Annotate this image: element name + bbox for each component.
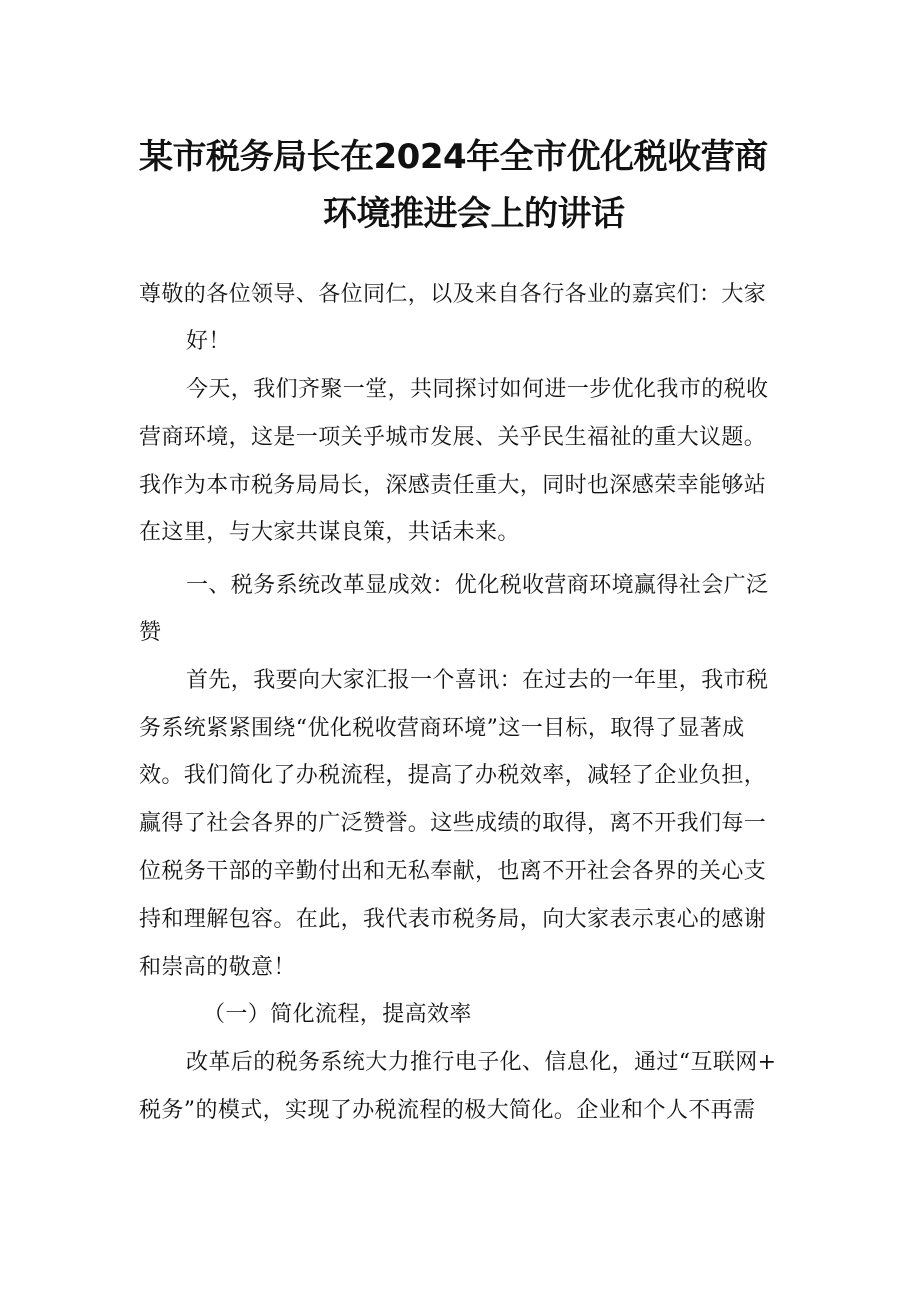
text-line: 持和理解包容。在此，我代表市税务局，向大家表示衷心的感谢: [139, 907, 767, 932]
text-line: 赢得了社会各界的广泛赞誉。这些成绩的取得，离不开我们每一: [139, 811, 767, 836]
text-line: 好！: [186, 329, 231, 354]
text-line: 效。我们简化了办税流程，提高了办税效率，减轻了企业负担，: [139, 763, 767, 788]
text-line: 营商环境，这是一项关乎城市发展、关乎民生福祉的重大议题。: [139, 425, 767, 450]
text-line: 改革后的税务系统大力推行电子化、信息化，通过“互联网+: [186, 1050, 777, 1075]
section-heading-continued: 赞: [139, 620, 162, 645]
text-line: 尊敬的各位领导、各位同仁，以及来自各行各业的嘉宾们：大家: [139, 282, 767, 307]
subsection-heading: （一）简化流程，提高效率: [203, 1002, 472, 1027]
text-line: 和崇高的敬意！: [139, 955, 296, 980]
text-line: 首先，我要向大家汇报一个喜讯：在过去的一年里，我市税: [186, 668, 769, 693]
text-line: 今天，我们齐聚一堂，共同探讨如何进一步优化我市的税收: [186, 377, 769, 402]
text-line: 位税务干部的辛勤付出和无私奉献，也离不开社会各界的关心支: [139, 859, 767, 884]
text-line: 税务”的模式，实现了办税流程的极大简化。企业和个人不再需: [139, 1098, 756, 1123]
document-title-line-1: 某市税务局长在2024年全市优化税收营商: [139, 137, 768, 177]
section-heading: 一、税务系统改革显成效：优化税收营商环境赢得社会广泛: [186, 573, 769, 598]
text-line: 务系统紧紧围绕“优化税收营商环境”这一目标，取得了显著成: [139, 716, 745, 741]
text-line: 在这里，与大家共谋良策，共话未来。: [139, 520, 520, 545]
document-title-line-2: 环境推进会上的讲话: [323, 194, 625, 234]
text-line: 我作为本市税务局局长，深感责任重大，同时也深感荣幸能够站: [139, 473, 767, 498]
